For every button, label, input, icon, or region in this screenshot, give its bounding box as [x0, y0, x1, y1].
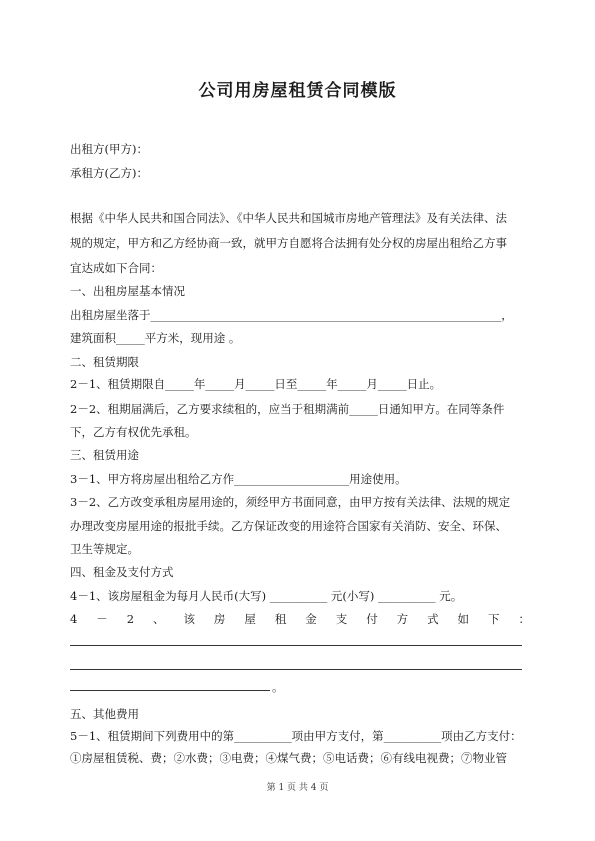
- building-area-line: 建筑面积_____平方米，现用途 。: [70, 331, 241, 345]
- page-footer: 第 1 页 共 4 页: [266, 783, 329, 793]
- clause-4-2-end: 。: [272, 680, 284, 694]
- blank-rule-3: [70, 690, 270, 691]
- clause-4-2-char: 支: [335, 612, 348, 626]
- clause-4-2-char: 如: [457, 612, 470, 626]
- clause-4-2-line: [70, 612, 530, 626]
- preamble-line-2: 规的规定，甲方和乙方经协商一致，就甲方自愿将合法拥有处分权的房屋出租给乙方事: [70, 236, 507, 250]
- blank-rule-2: [70, 669, 522, 670]
- clause-4-2-char: 该: [183, 612, 195, 626]
- clause-4-1: 4－1、该房屋租金为每月人民币(大写) __________ 元(小写) __________ 元。: [70, 589, 463, 603]
- clause-4-2-char: －: [96, 612, 108, 626]
- clause-4-2-char: 式: [427, 612, 439, 626]
- clause-2-1: 2－1、租赁期限自_____年_____月_____日至_____年_____月_____日止。: [70, 377, 442, 391]
- clause-4-2-char: 金: [305, 612, 317, 626]
- clause-4-2-char: 屋: [244, 612, 256, 626]
- document-title: 公司用房屋租赁合同模版: [198, 81, 397, 101]
- section-5-heading: 五、其他费用: [70, 707, 139, 721]
- section-1-heading: 一、出租房屋基本情况: [70, 284, 185, 298]
- clause-5-1-line-1: 5－1、租赁期间下列费用中的第__________项由甲方支付，第__________项由乙方支付：: [70, 729, 522, 743]
- clause-2-2-line-1: 2－2、租期届满后，乙方要求续租的，应当于租期满前_____日通知甲方。在同等条件: [70, 402, 505, 416]
- clause-4-2-char: 、: [153, 612, 165, 626]
- clause-5-1-line-2: ①房屋租赁税、费；②水费；③电费；④煤气费；⑤电话费；⑥有线电视费；⑦物业管: [70, 751, 507, 765]
- clause-3-2-line-2: 办理改变房屋用途的报批手续。乙方保证改变的用途符合国家有关消防、安全、环保、: [70, 519, 507, 533]
- preamble-line-3: 宜达成如下合同：: [70, 261, 162, 275]
- clause-3-2-line-1: 3－2、乙方改变承租房屋用途的，须经甲方书面同意，由甲方按有关法律、法规的规定: [70, 495, 511, 509]
- clause-4-2-char: 房: [213, 612, 226, 626]
- clause-4-2-char: ：: [518, 612, 530, 626]
- property-location-line: 出租房屋坐落于_____________________________________________________________，: [70, 308, 513, 322]
- clause-4-2-char: 下: [488, 612, 500, 626]
- clause-4-2-char: 2: [126, 612, 135, 626]
- clause-4-2-char: 方: [396, 612, 409, 626]
- lessor-line: 出租方(甲方)：: [70, 142, 148, 156]
- clause-4-2-char: 付: [366, 612, 378, 626]
- section-2-heading: 二、租赁期限: [70, 355, 139, 369]
- clause-4-2-char: 4: [70, 612, 78, 626]
- lessee-line: 承租方(乙方)：: [70, 166, 148, 180]
- clause-2-2-line-2: 下，乙方有权优先承租。: [70, 425, 197, 439]
- clause-3-1: 3－1、甲方将房屋出租给乙方作____________________用途使用。: [70, 472, 407, 486]
- preamble-line-1: 根据《中华人民共和国合同法》、《中华人民共和国城市房地产管理法》及有关法律、法: [70, 211, 507, 225]
- clause-4-2-char: 租: [274, 612, 287, 626]
- blank-rule-1: [70, 645, 522, 646]
- clause-3-2-line-3: 卫生等规定。: [70, 542, 139, 556]
- section-3-heading: 三、租赁用途: [70, 448, 139, 462]
- section-4-heading: 四、租金及支付方式: [70, 565, 174, 579]
